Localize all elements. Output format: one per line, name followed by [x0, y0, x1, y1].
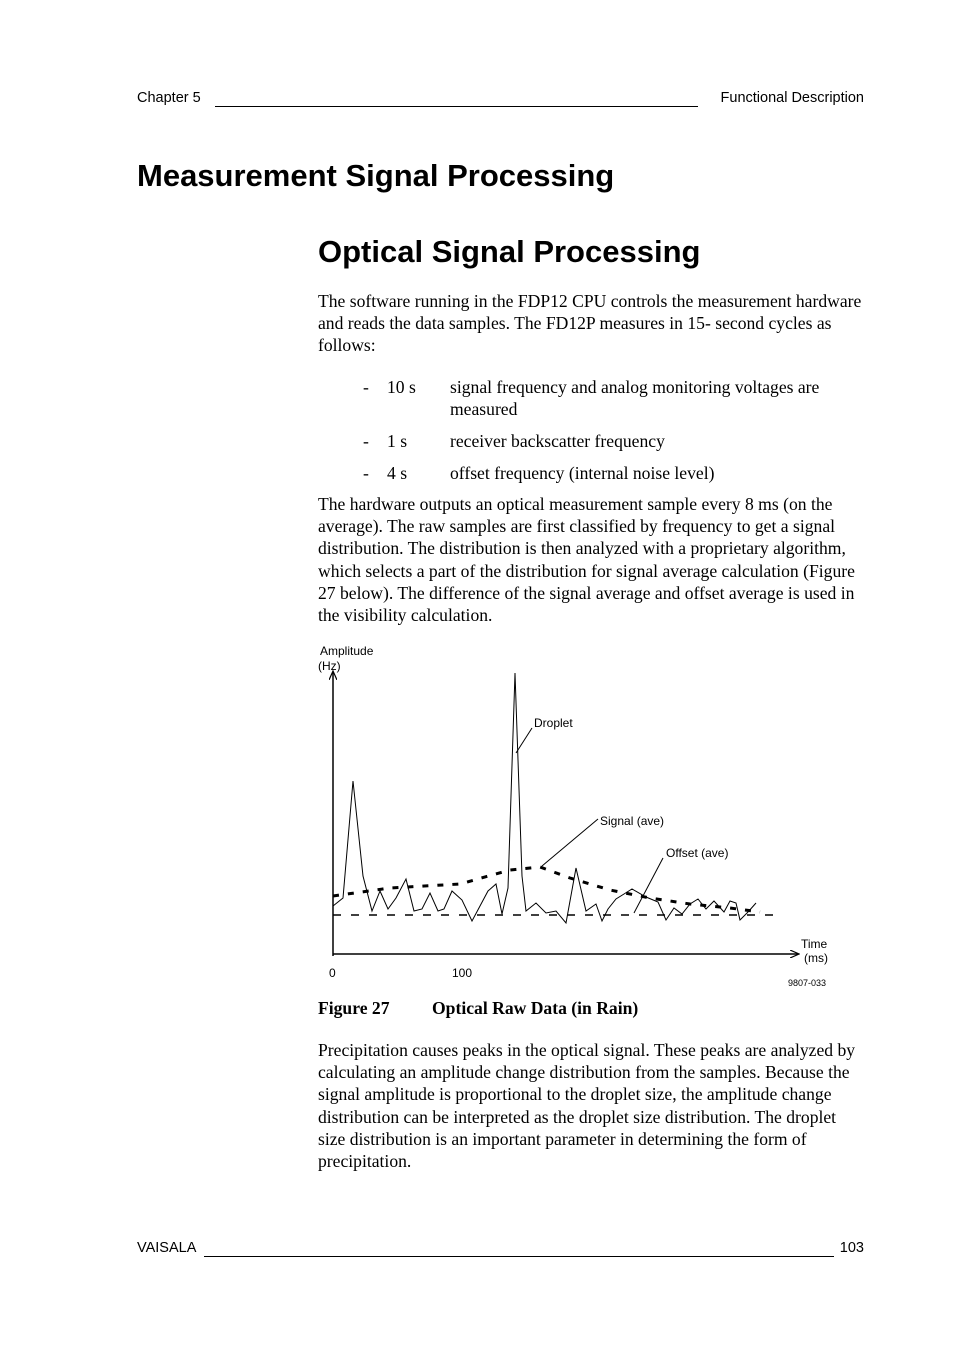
company-label: VAISALA [137, 1240, 197, 1256]
list-text: receiver backscatter frequency [450, 431, 665, 451]
list-item [318, 376, 866, 422]
x-tick-label: 0 [329, 966, 336, 980]
main-heading: Measurement Signal Processing [137, 158, 615, 193]
list-text: offset frequency (internal noise level) [450, 463, 715, 483]
list-item [318, 462, 866, 486]
sub-heading: Optical Signal Processing [318, 234, 701, 269]
y-axis-label: Amplitude [320, 644, 374, 658]
droplet-leader [516, 728, 532, 753]
raw-signal-line [333, 673, 756, 923]
header-rule [215, 106, 698, 107]
list-dash: - [363, 431, 369, 451]
signal-leader [542, 819, 598, 866]
signal-average-line [333, 867, 760, 912]
optical-raw-data-figure [310, 638, 850, 998]
list-dash: - [363, 463, 369, 483]
section-label: Functional Description [720, 90, 864, 106]
chart-svg [310, 638, 850, 998]
page-footer [137, 1240, 864, 1260]
signal-label: Signal (ave) [600, 814, 665, 828]
hardware-paragraph: The hardware outputs an optical measurement sample every 8 ms (on the average). The raw samples are first classified by frequency to get a signal distribution. The distribution is then analyzed with a proprietary algorithm, which selects a part of the distribution for signal average calculation (Figure 27 below). The difference of the signal average and offset average is used in the visibility calculation. [318, 494, 855, 626]
page-number: 103 [839, 1240, 864, 1256]
footer-rule [204, 1256, 834, 1257]
figure-code: 9807-033 [788, 978, 827, 988]
precipitation-paragraph: Precipitation causes peaks in the optical signal. These peaks are analyzed by calculating an amplitude change distribution from the samples. Because the signal amplitude is proportional to the droplet size, the amplitude change distribution can be interpreted as the droplet size distribution. The droplet size distribution is an important parameter in determining the form of precipitation. [318, 1040, 856, 1172]
list-dash: - [363, 377, 369, 397]
list-text: signal frequency and analog monitoring voltages are measured [450, 377, 820, 420]
chapter-label: Chapter 5 [137, 90, 201, 106]
offset-leader [634, 858, 663, 913]
figure-number: Figure 27 [318, 998, 390, 1018]
x-axis-unit: (ms) [804, 951, 828, 965]
y-axis-unit: (Hz) [318, 659, 341, 673]
list-item [318, 430, 866, 454]
x-axis-label: Time [801, 937, 828, 951]
list-duration: 10 s [387, 377, 416, 397]
list-duration: 4 s [387, 463, 408, 483]
figure-title: Optical Raw Data (in Rain) [432, 998, 639, 1018]
offset-label: Offset (ave) [666, 846, 729, 860]
list-duration: 1 s [387, 431, 408, 451]
droplet-label: Droplet [534, 716, 573, 730]
x-tick-label: 100 [452, 966, 473, 980]
page-header [137, 90, 864, 110]
intro-paragraph: The software running in the FDP12 CPU controls the measurement hardware and reads the data samples. The FD12P measures in 15- second cycles as follows: [318, 291, 862, 356]
